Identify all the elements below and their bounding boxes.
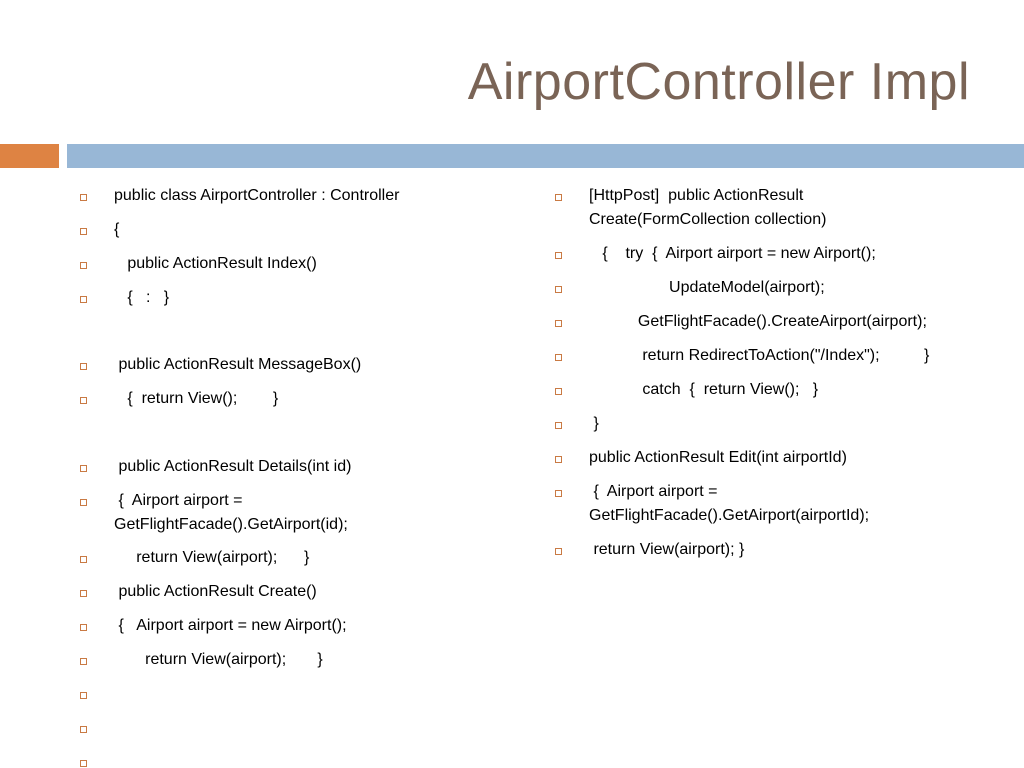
code-line-continuation: Create(FormCollection collection)	[589, 211, 827, 228]
code-line: return RedirectToAction("/Index"); }	[589, 347, 930, 364]
code-line: }	[589, 415, 599, 432]
bullet-icon	[80, 624, 87, 631]
bullet-icon	[555, 286, 562, 293]
bullet-icon	[555, 456, 562, 463]
bullet-icon	[80, 228, 87, 235]
code-line: public ActionResult MessageBox()	[114, 356, 362, 373]
code-line: [HttpPost] public ActionResult	[589, 187, 804, 204]
bullet-icon	[80, 692, 87, 699]
bullet-icon	[80, 296, 87, 303]
bullet-icon	[555, 388, 562, 395]
code-line: public ActionResult Create()	[114, 583, 317, 600]
bullet-icon	[555, 548, 562, 555]
code-line: {	[114, 221, 120, 238]
code-line: { Airport airport =	[114, 492, 243, 509]
code-line: public class AirportController : Controller	[114, 187, 400, 204]
code-line: return View(airport); }	[114, 651, 323, 668]
code-line: return View(airport); }	[114, 549, 310, 566]
bullet-icon	[80, 262, 87, 269]
code-line-continuation: GetFlightFacade().GetAirport(airportId);	[589, 507, 870, 524]
code-line: { return View(); }	[114, 390, 279, 407]
bullet-icon	[80, 397, 87, 404]
code-line: { Airport airport = new Airport();	[114, 617, 347, 634]
bullet-icon	[80, 760, 87, 767]
bullet-icon	[80, 556, 87, 563]
code-line: GetFlightFacade().CreateAirport(airport);	[589, 313, 927, 330]
bullet-icon	[80, 658, 87, 665]
code-line: public ActionResult Index()	[114, 255, 317, 272]
code-line: catch { return View(); }	[589, 381, 819, 398]
code-line: public ActionResult Details(int id)	[114, 458, 352, 475]
bullet-icon	[80, 194, 87, 201]
bullet-icon	[555, 490, 562, 497]
bullet-icon	[80, 363, 87, 370]
accent-bar-orange	[0, 144, 59, 168]
slide-title: AirportController Impl	[467, 53, 970, 111]
code-line: return View(airport); }	[589, 541, 745, 558]
code-line: UpdateModel(airport);	[589, 279, 825, 296]
bullet-icon	[555, 422, 562, 429]
bullet-icon	[80, 499, 87, 506]
code-line: { try { Airport airport = new Airport();	[589, 245, 876, 262]
bullet-icon	[80, 465, 87, 472]
bullet-icon	[555, 354, 562, 361]
bullet-icon	[555, 194, 562, 201]
code-line: { Airport airport =	[589, 483, 718, 500]
bullet-icon	[555, 320, 562, 327]
bullet-icon	[80, 590, 87, 597]
code-line-continuation: GetFlightFacade().GetAirport(id);	[114, 516, 348, 533]
bullet-icon	[555, 252, 562, 259]
code-line: public ActionResult Edit(int airportId)	[589, 449, 847, 466]
bullet-icon	[80, 726, 87, 733]
accent-bar-blue	[67, 144, 1024, 168]
code-line: { : }	[114, 289, 170, 306]
